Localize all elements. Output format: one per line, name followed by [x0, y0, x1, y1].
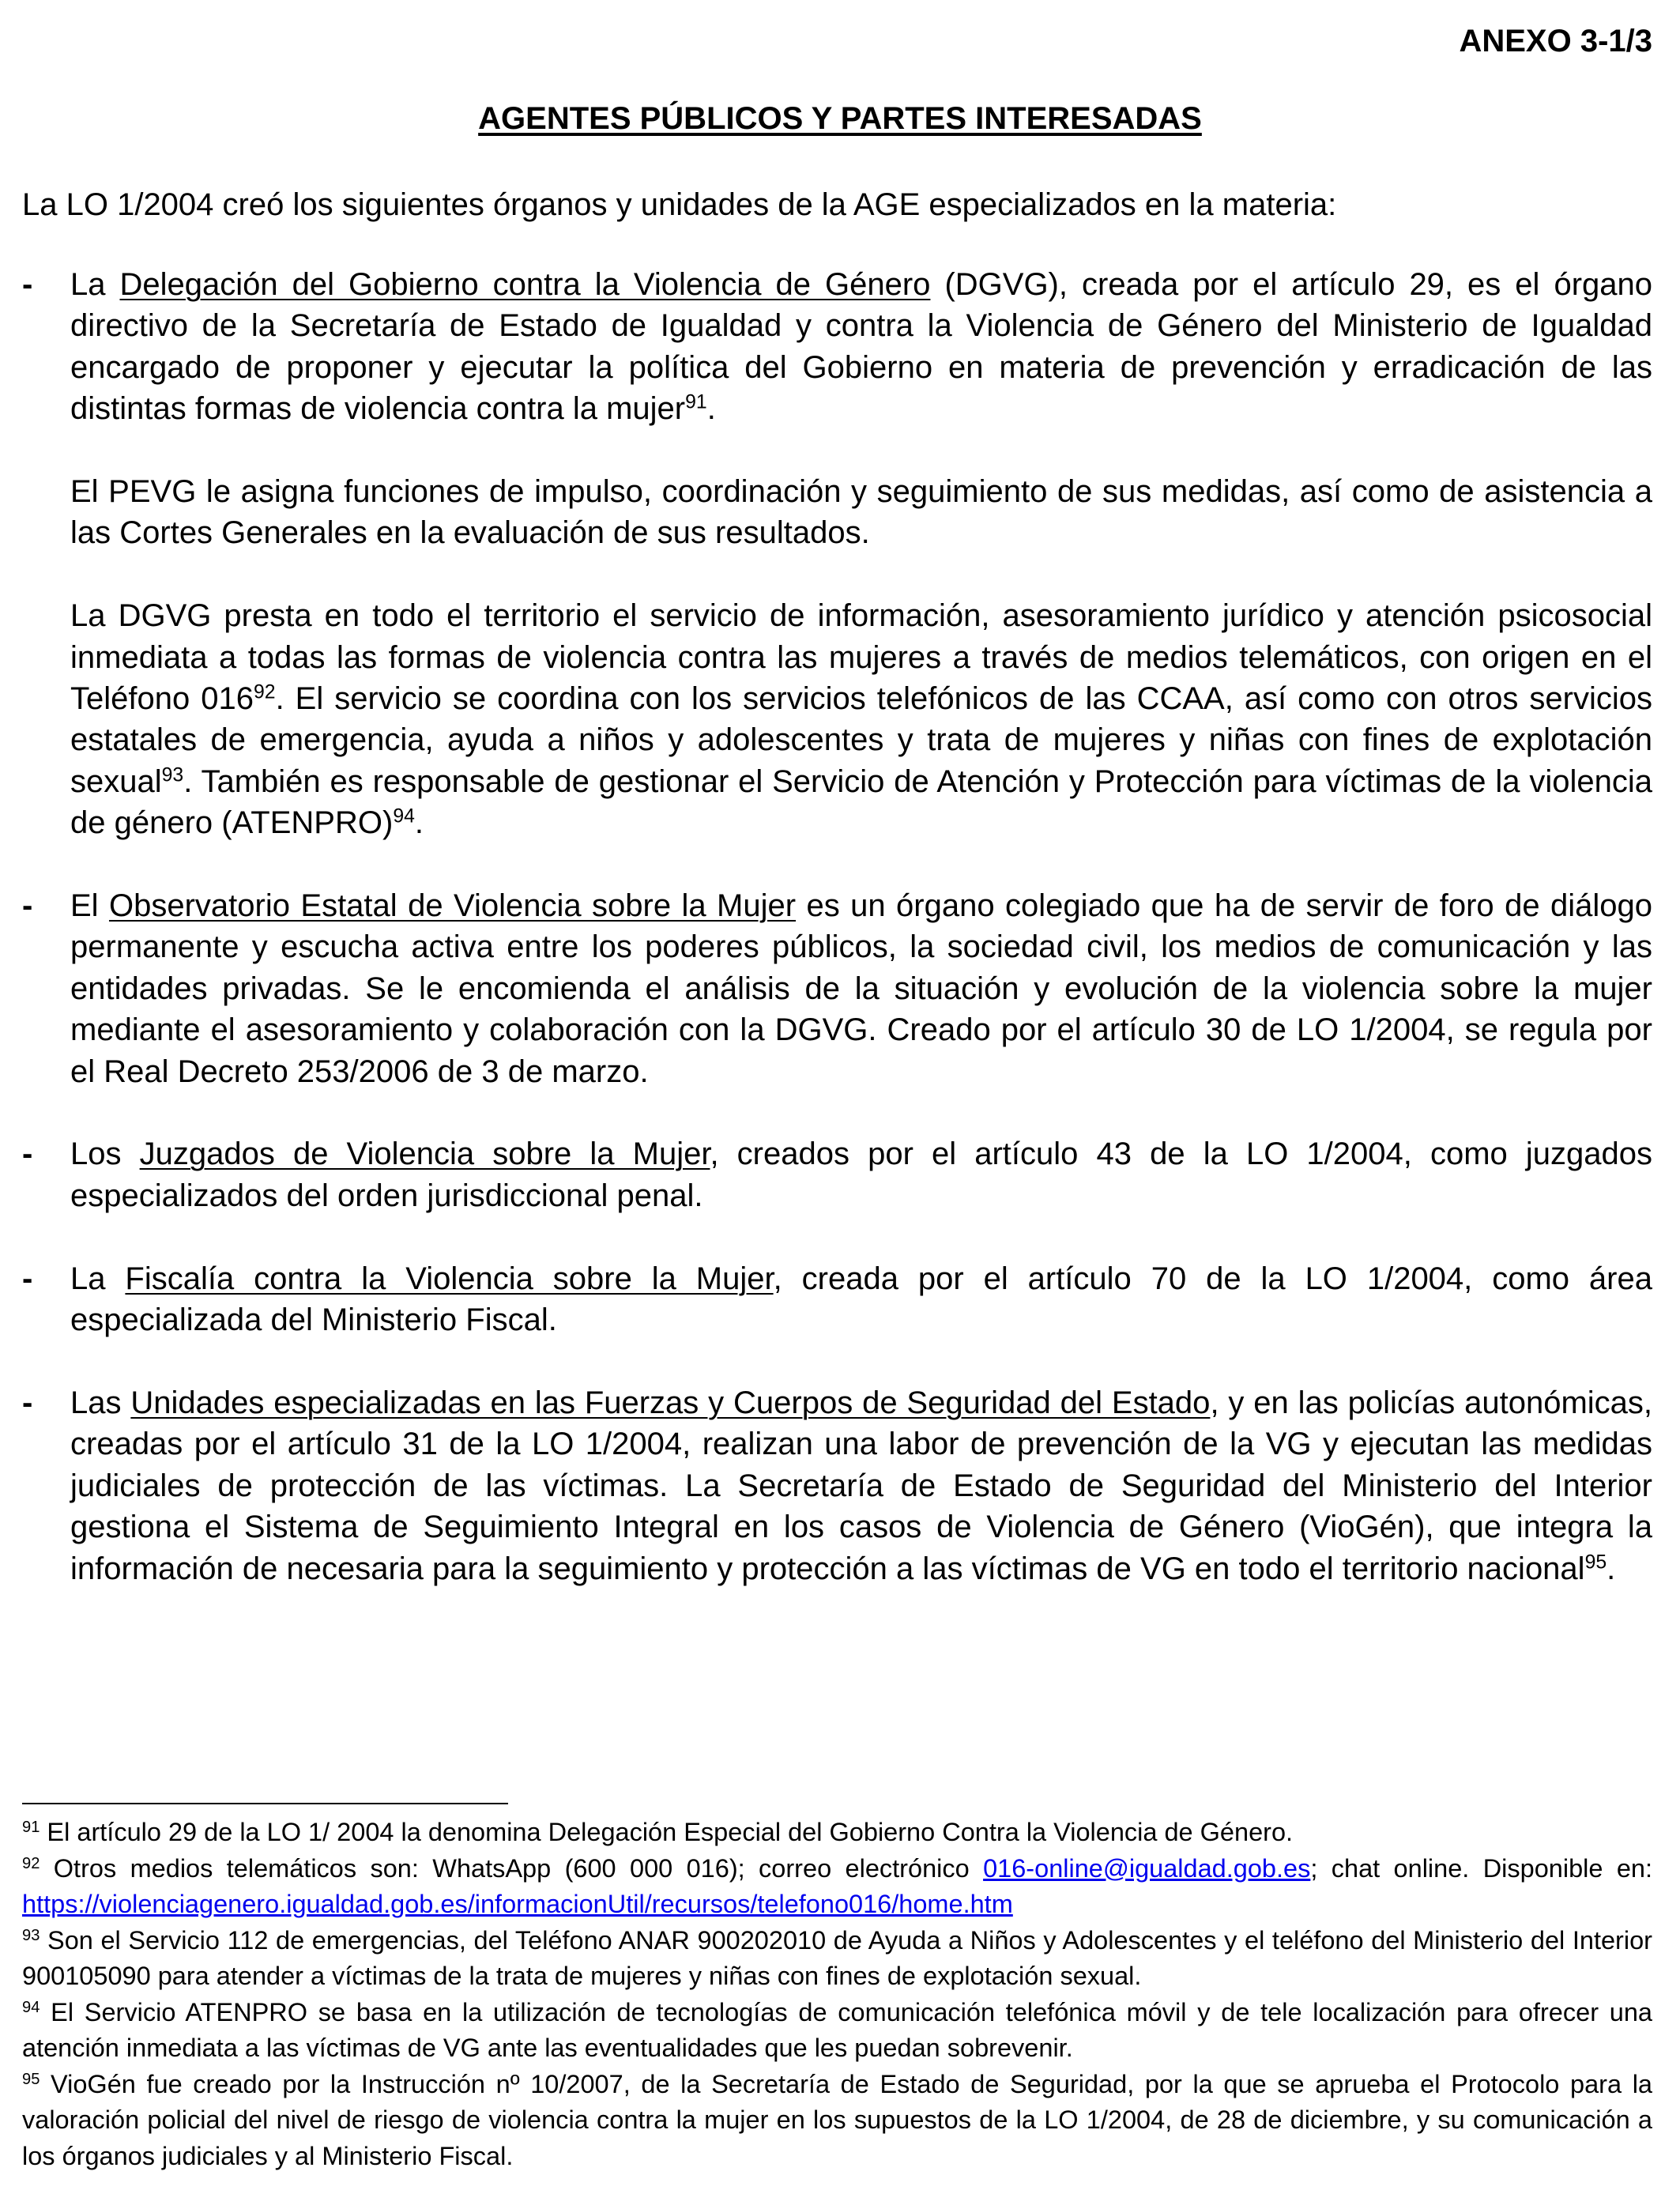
- annex-label: ANEXO 3-1/3: [1459, 24, 1652, 58]
- paragraph: [70, 264, 1652, 430]
- footnote-ref: 91: [22, 1818, 40, 1836]
- list-item: [22, 1382, 1652, 1589]
- footnote: [22, 1923, 1652, 1995]
- link[interactable]: 016-online@igualdad.gob.es: [983, 1853, 1311, 1883]
- text-run: .: [706, 391, 716, 427]
- text-run: .: [414, 805, 424, 841]
- link[interactable]: https://violenciagenero.igualdad.gob.es/informacionUtil/recursos/telefono016/home.htm: [22, 1890, 1013, 1918]
- footnote-ref: 92: [22, 1854, 40, 1872]
- text-run: La: [70, 1261, 126, 1296]
- page-title: [0, 101, 1680, 137]
- text-run: , creados por el artículo 43 de la LO 1/2004, como juzgados especializados del orden jurisdiccional penal.: [70, 1137, 1653, 1213]
- text-run: El PEVG le asigna funciones de impulso, coordinación y seguimiento de sus medidas, así como de asistencia a las Cortes Generales en la evaluación de sus resultados.: [70, 474, 1652, 551]
- list-item: [22, 885, 1652, 1092]
- footnote-ref: 94: [22, 1998, 40, 2016]
- paragraph: [70, 1133, 1652, 1216]
- paragraph: [70, 471, 1652, 554]
- text-run: ; chat online. Disponible en:: [1310, 1853, 1653, 1883]
- text-run: VioGén fue creado por la Instrucción nº 10/2007, de la Secretaría de Estado de Seguridad, por la que se aprueba el Protocolo para la valoración policial del nivel de riesgo de violencia contra la mujer en los supuestos de la LO 1/2004, de 28 de diciembre, y su comunicación a los órganos judiciales y al Ministerio Fiscal.: [22, 2069, 1652, 2170]
- entity-name: Fiscalía contra la Violencia sobre la Mujer: [125, 1261, 774, 1296]
- paragraph: [70, 1258, 1652, 1341]
- text-run: La DGVG presta en todo el territorio el servicio de información, asesoramiento jurídico y atención psicosocial inmediata a todas las formas de violencia contra las mujeres a través de medios telemáticos, con origen en el Teléfono 016: [70, 598, 1652, 717]
- entity-name: Unidades especializadas en las Fuerzas y Cuerpos de Seguridad del Estado: [130, 1385, 1211, 1420]
- bullet-dash: -: [22, 1137, 33, 1172]
- footnote: [22, 1851, 1652, 1923]
- entity-name: Juzgados de Violencia sobre la Mujer: [139, 1137, 710, 1172]
- text-run: El artículo 29 de la LO 1/ 2004 la denomina Delegación Especial del Gobierno Contra la Violencia de Género.: [40, 1818, 1294, 1846]
- text-run: , creada por el artículo 70 de la LO 1/2004, como área especializada del Ministerio Fiscal.: [70, 1261, 1652, 1338]
- text-run: Los: [70, 1137, 140, 1172]
- text-run: es un órgano colegiado que ha de servir de foro de diálogo permanente y escucha activa entre los poderes públicos, la sociedad civil, los medios de comunicación y las entidades privadas. Se le encomienda el análisis de la situación y evolución de la violencia sobre la mujer mediante el asesoramiento y colaboración con la DGVG. Creado por el artículo 30 de LO 1/2004, se regula por el Real Decreto 253/2006 de 3 de marzo.: [70, 888, 1652, 1089]
- bullet-dash: -: [22, 267, 33, 302]
- text-run: , y en las policías autonómicas, creadas por el artículo 31 de la LO 1/2004, realizan una labor de prevención de la VG y ejecutan las medidas judiciales de protección de las víctimas. La Secretaría de Estado de Seguridad del Ministerio del Interior gestiona el Sistema de Seguimiento Integral en los casos de Violencia de Género (VioGén), que integra la información de necesaria para la seguimiento y protección a las víctimas de VG en todo el territorio nacional: [70, 1385, 1653, 1586]
- text-run: Las: [70, 1385, 131, 1420]
- agents-list: [22, 264, 1652, 1630]
- list-item: [22, 1258, 1652, 1341]
- bullet-dash: -: [22, 1385, 33, 1420]
- footnote: [22, 1995, 1652, 2067]
- text-run: El: [70, 888, 109, 924]
- footnote-ref: 91: [685, 391, 707, 413]
- list-item: [22, 264, 1652, 844]
- bullet-dash: -: [22, 1261, 33, 1296]
- entity-name: Observatorio Estatal de Violencia sobre la Mujer: [108, 888, 797, 924]
- intro-text: La LO 1/2004 creó los siguientes órganos y unidades de la AGE especializados en la materia:: [22, 187, 1337, 222]
- footnote: [22, 2067, 1652, 2175]
- text-run: .: [1607, 1551, 1616, 1586]
- footnote: [22, 1815, 1652, 1851]
- text-run: Otros medios telemáticos son: WhatsApp (600 000 016); correo electrónico: [40, 1853, 984, 1883]
- text-run: La: [70, 267, 120, 302]
- footnotes: [22, 1815, 1652, 2174]
- text-run: El Servicio ATENPRO se basa en la utilización de tecnologías de comunicación telefónica móvil y de tele localización para ofrecer una atención inmediata a las víctimas de VG ante las eventualidades que les puedan sobrevenir.: [22, 1997, 1652, 2062]
- paragraph: [70, 595, 1652, 843]
- footnote-ref: 95: [22, 2070, 40, 2088]
- entity-name: Delegación del Gobierno contra la Violencia de Género: [119, 267, 931, 302]
- paragraph: [70, 885, 1652, 1092]
- text-run: . También es responsable de gestionar el Servicio de Atención y Protección para víctimas de la violencia de género (ATENPRO): [70, 763, 1652, 841]
- page-title-text: AGENTES PÚBLICOS Y PARTES INTERESADAS: [478, 101, 1202, 136]
- footnote-ref: 93: [22, 1926, 40, 1944]
- footnote-divider: [22, 1803, 508, 1804]
- list-item: [22, 1133, 1652, 1216]
- text-run: (DGVG), creada por el artículo 29, es el órgano directivo de la Secretaría de Estado de Igualdad y contra la Violencia de Género del Ministerio de Igualdad encargado de proponer y ejecutar la política del Gobierno en materia de prevención y erradicación de las distintas formas de violencia contra la mujer: [70, 267, 1652, 427]
- footnote-ref: 93: [161, 764, 184, 786]
- text-run: . El servicio se coordina con los servicios telefónicos de las CCAA, así como con otros servicios estatales de emergencia, ayuda a niños y adolescentes y trata de mujeres y niñas con fines de explotación sexual: [70, 681, 1652, 799]
- footnote-ref: 95: [1584, 1551, 1607, 1573]
- paragraph: [70, 1382, 1652, 1589]
- footnote-ref: 94: [393, 805, 415, 827]
- bullet-dash: -: [22, 888, 33, 924]
- footnote-ref: 92: [253, 681, 276, 703]
- text-run: Son el Servicio 112 de emergencias, del Teléfono ANAR 900202010 de Ayuda a Niños y Adolescentes y el teléfono del Ministerio del Interior 900105090 para atender a víctimas de la trata de mujeres y niñas con fines de explotación sexual.: [22, 1925, 1652, 1990]
